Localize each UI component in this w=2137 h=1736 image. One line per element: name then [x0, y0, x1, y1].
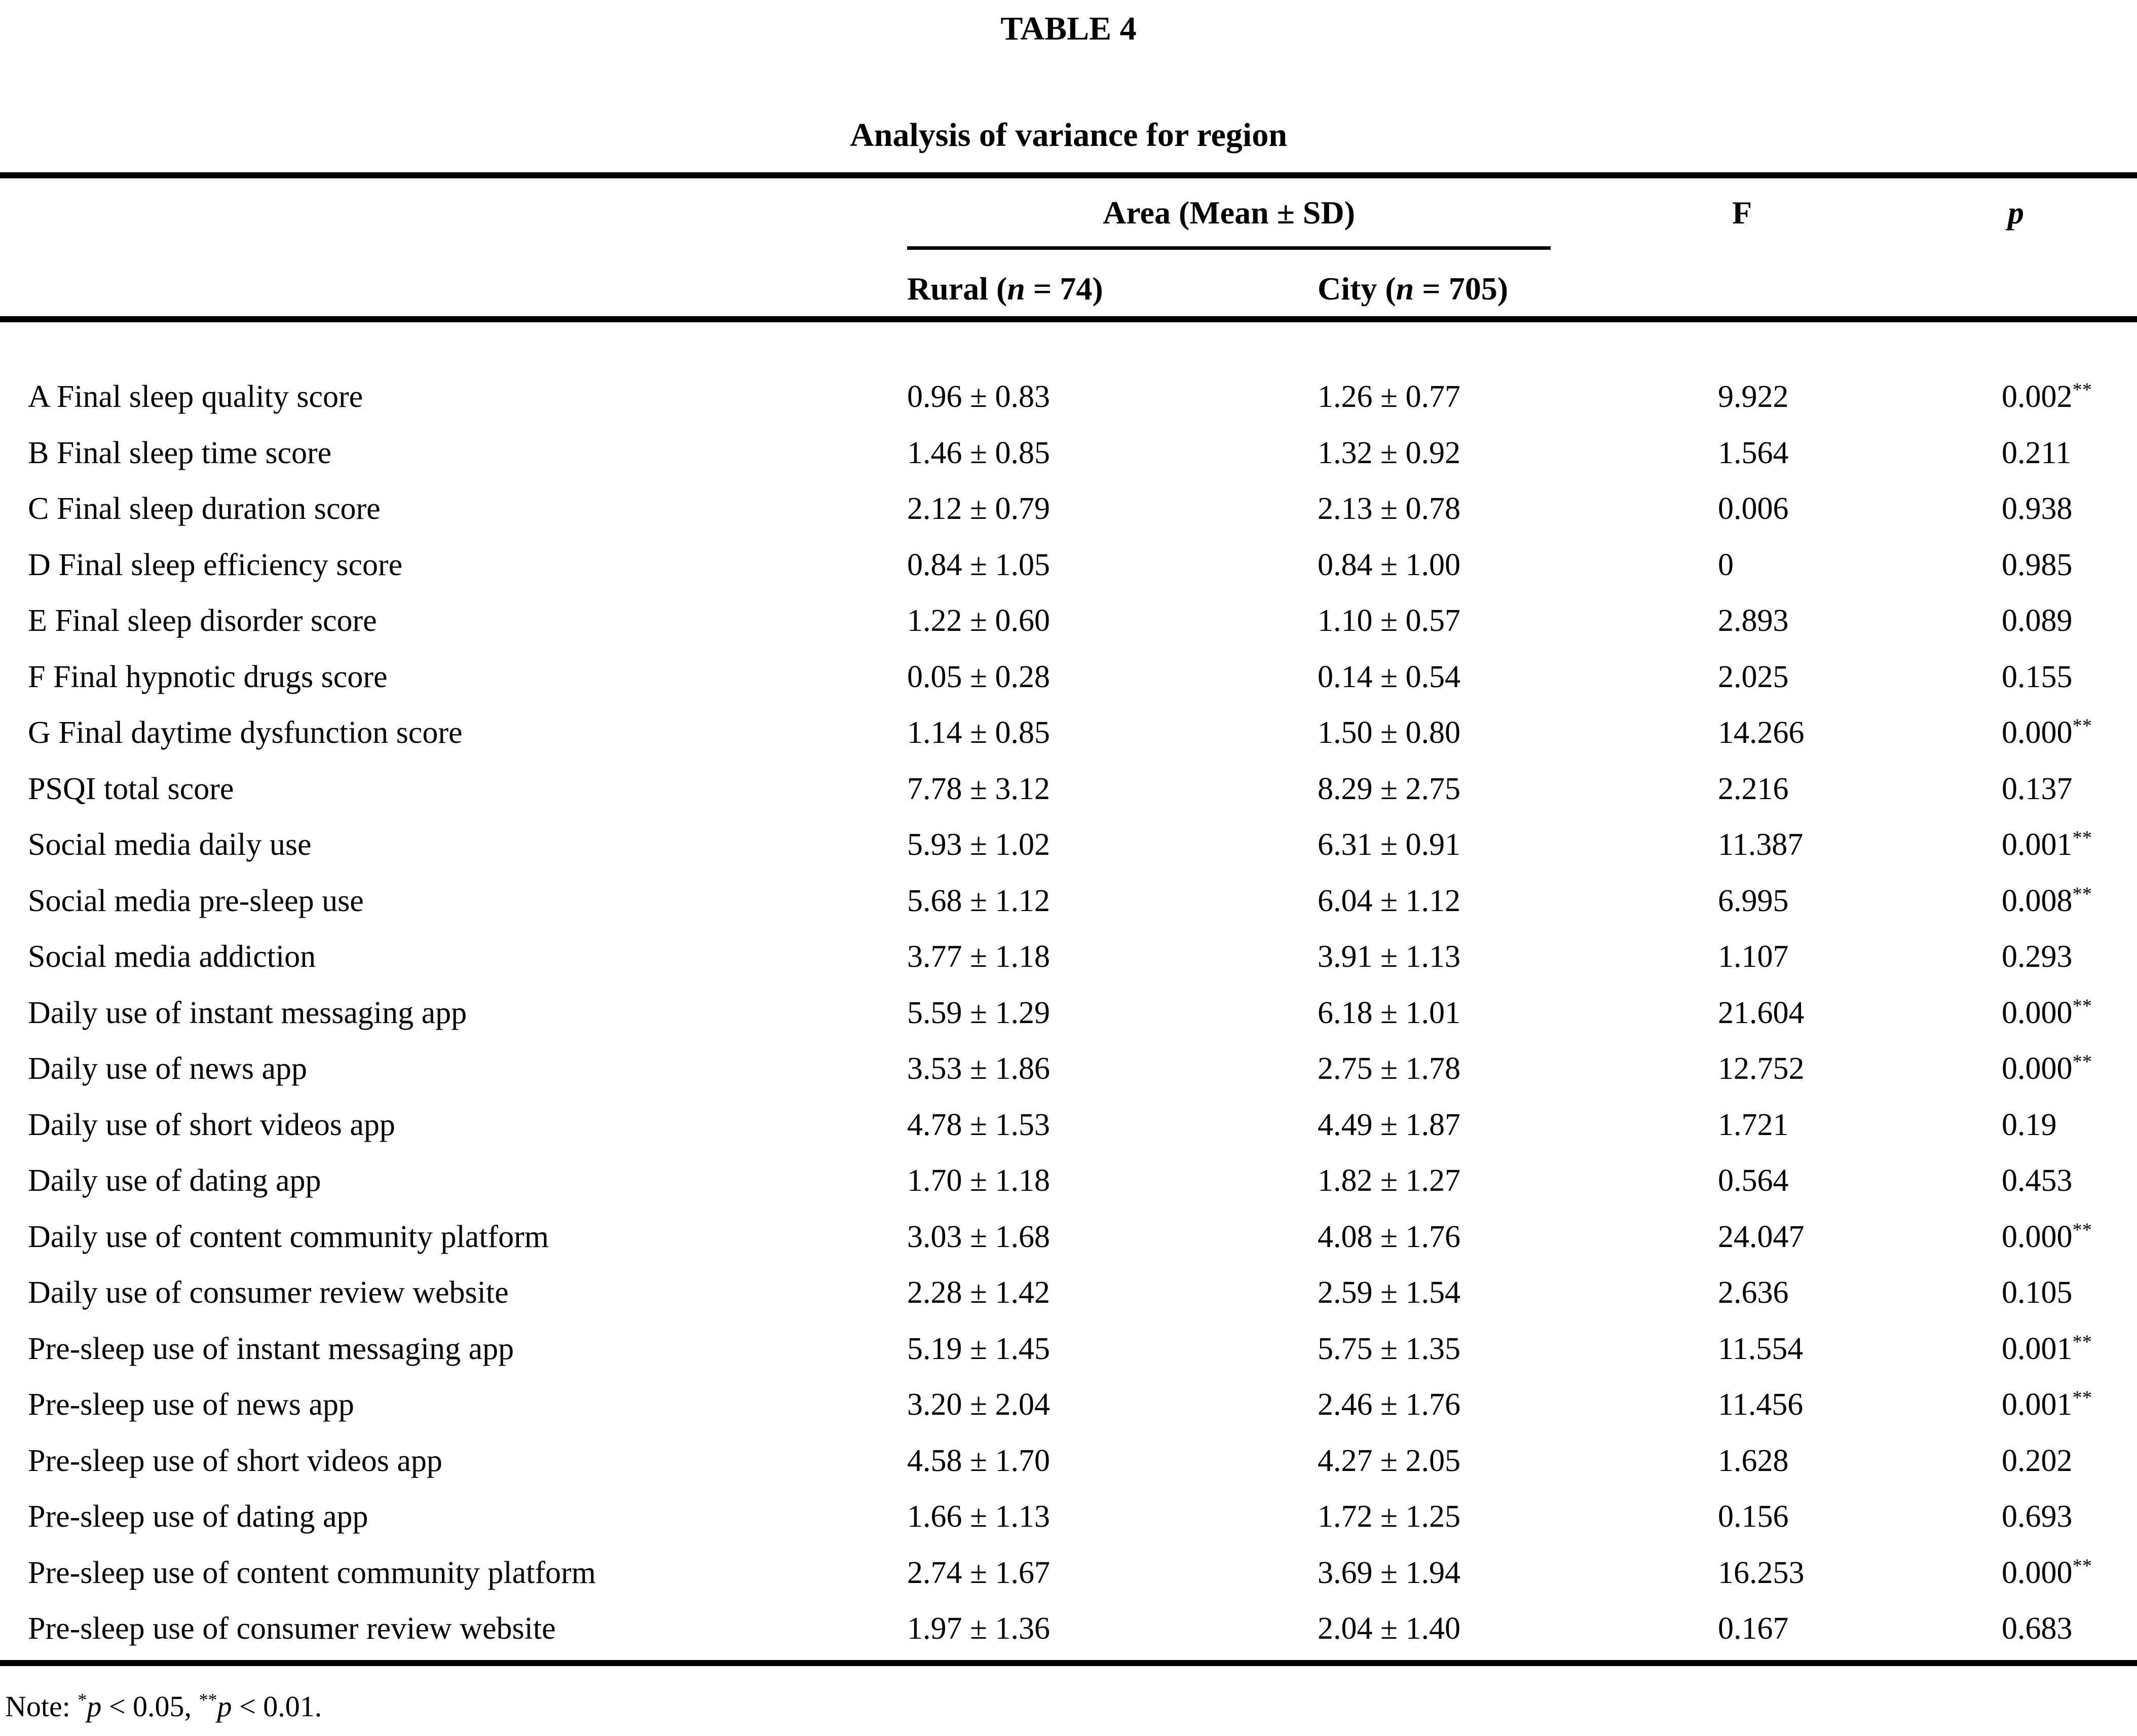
- rural-mean-sd: 3.53 ± 1.86: [907, 1051, 1051, 1086]
- table-row: [0, 873, 2137, 929]
- table-caption: Analysis of variance for region: [850, 117, 1287, 154]
- table-row: [0, 817, 2137, 873]
- note-p-symbol-2: p: [217, 1690, 232, 1723]
- row-label: Daily use of content community platform: [28, 1219, 549, 1254]
- column-header-p: p: [2008, 195, 2024, 231]
- p-value: 0.089: [2002, 603, 2073, 638]
- table-row: [0, 1265, 2137, 1321]
- f-value: 11.554: [1718, 1331, 1804, 1366]
- f-value: 0.564: [1718, 1163, 1789, 1198]
- p-value: 0.008**: [2002, 883, 2092, 918]
- f-value: 2.025: [1718, 659, 1789, 694]
- city-mean-sd: 0.14 ± 0.54: [1318, 659, 1461, 694]
- f-value: 0: [1718, 547, 1734, 582]
- row-label: Daily use of dating app: [28, 1163, 321, 1198]
- significance-marker: **: [2072, 1387, 2092, 1409]
- table-row: [0, 705, 2137, 761]
- note-prefix: Note:: [5, 1690, 78, 1723]
- table-number-title: TABLE 4: [1000, 10, 1137, 47]
- p-value: 0.001**: [2002, 827, 2092, 862]
- p-value: 0.137: [2002, 771, 2073, 806]
- rural-mean-sd: 4.78 ± 1.53: [907, 1107, 1051, 1142]
- row-label: Pre-sleep use of news app: [28, 1387, 354, 1422]
- row-label: B Final sleep time score: [28, 435, 332, 470]
- city-mean-sd: 1.50 ± 0.80: [1318, 715, 1461, 750]
- f-value: 11.456: [1718, 1387, 1804, 1422]
- city-mean-sd: 1.10 ± 0.57: [1318, 603, 1461, 638]
- row-label: Pre-sleep use of instant messaging app: [28, 1331, 514, 1366]
- city-mean-sd: 1.82 ± 1.27: [1318, 1163, 1461, 1198]
- rural-mean-sd: 0.96 ± 0.83: [907, 380, 1051, 414]
- row-label: A Final sleep quality score: [28, 380, 363, 414]
- rural-mean-sd: 5.93 ± 1.02: [907, 827, 1051, 862]
- rural-mean-sd: 3.20 ± 2.04: [907, 1387, 1051, 1422]
- table-row: [0, 1097, 2137, 1153]
- city-mean-sd: 2.75 ± 1.78: [1318, 1051, 1461, 1086]
- rural-mean-sd: 3.77 ± 1.18: [907, 939, 1051, 974]
- table-row: [0, 425, 2137, 481]
- f-value: 24.047: [1718, 1219, 1805, 1254]
- f-value: 1.564: [1718, 435, 1789, 470]
- significance-marker: **: [2072, 715, 2092, 737]
- rural-mean-sd: 4.58 ± 1.70: [907, 1443, 1051, 1478]
- rural-mean-sd: 2.74 ± 1.67: [907, 1555, 1051, 1590]
- f-value: 2.893: [1718, 603, 1789, 638]
- row-label: Pre-sleep use of dating app: [28, 1499, 368, 1534]
- significance-marker: **: [2072, 995, 2092, 1017]
- city-mean-sd: 6.31 ± 0.91: [1318, 827, 1461, 862]
- table-row: [0, 1321, 2137, 1377]
- significance-marker: **: [2072, 827, 2092, 849]
- rural-mean-sd: 1.66 ± 1.13: [907, 1499, 1051, 1534]
- row-label: Pre-sleep use of consumer review website: [28, 1611, 556, 1646]
- row-label: Daily use of consumer review website: [28, 1275, 509, 1310]
- city-sample-size: = 705): [1414, 271, 1508, 307]
- table-row: [0, 929, 2137, 985]
- significance-marker: **: [2072, 1051, 2092, 1073]
- row-label: Daily use of instant messaging app: [28, 995, 467, 1030]
- f-value: 14.266: [1718, 715, 1805, 750]
- p-value: 0.938: [2002, 492, 2073, 526]
- city-mean-sd: 1.72 ± 1.25: [1318, 1499, 1461, 1534]
- f-value: 1.721: [1718, 1107, 1789, 1142]
- rural-label-text: Rural (: [907, 271, 1007, 307]
- p-value: 0.001**: [2002, 1331, 2092, 1366]
- significance-marker: **: [2072, 883, 2092, 905]
- city-mean-sd: 3.91 ± 1.13: [1318, 939, 1461, 974]
- rural-mean-sd: 1.97 ± 1.36: [907, 1611, 1051, 1646]
- table-row: [0, 1041, 2137, 1097]
- p-value: 0.000**: [2002, 715, 2092, 750]
- column-group-header-area: Area (Mean ± SD): [1103, 195, 1355, 231]
- rural-mean-sd: 0.05 ± 0.28: [907, 659, 1051, 694]
- table-row: [0, 1377, 2137, 1433]
- rural-mean-sd: 1.22 ± 0.60: [907, 603, 1051, 638]
- p-value: 0.000**: [2002, 1051, 2092, 1086]
- rural-mean-sd: 1.70 ± 1.18: [907, 1163, 1051, 1198]
- note-threshold-1: < 0.05,: [101, 1690, 199, 1723]
- f-value: 0.167: [1718, 1611, 1789, 1646]
- f-value: 12.752: [1718, 1051, 1805, 1086]
- column-header-city: [1318, 268, 1508, 310]
- p-value: 0.19: [2002, 1107, 2057, 1142]
- double-asterisk-marker: **: [199, 1689, 217, 1710]
- table-row: [0, 369, 2137, 425]
- table-row: [0, 985, 2137, 1041]
- city-mean-sd: 4.08 ± 1.76: [1318, 1219, 1461, 1254]
- p-value: 0.693: [2002, 1499, 2073, 1534]
- rural-mean-sd: 5.68 ± 1.12: [907, 883, 1051, 918]
- p-value: 0.000**: [2002, 1219, 2092, 1254]
- city-mean-sd: 2.59 ± 1.54: [1318, 1275, 1461, 1310]
- table-row: [0, 1153, 2137, 1209]
- row-label: Pre-sleep use of short videos app: [28, 1443, 442, 1478]
- rural-mean-sd: 2.28 ± 1.42: [907, 1275, 1051, 1310]
- table-row: [0, 1209, 2137, 1265]
- row-label: E Final sleep disorder score: [28, 603, 377, 638]
- table-rows: [0, 322, 2137, 1657]
- p-value: 0.293: [2002, 939, 2073, 974]
- bottom-rule: [0, 1660, 2137, 1666]
- row-label: F Final hypnotic drugs score: [28, 659, 388, 694]
- p-value: 0.211: [2002, 435, 2072, 470]
- f-value: 11.387: [1718, 827, 1804, 862]
- f-value: 16.253: [1718, 1555, 1805, 1590]
- top-rule: [0, 172, 2137, 178]
- row-label: Pre-sleep use of content community platform: [28, 1555, 596, 1590]
- table-row: [0, 761, 2137, 817]
- row-label: Daily use of short videos app: [28, 1107, 395, 1142]
- p-value: 0.000**: [2002, 1555, 2092, 1590]
- rural-mean-sd: 7.78 ± 3.12: [907, 771, 1051, 806]
- area-group-underline: [907, 246, 1551, 250]
- p-value: 0.000**: [2002, 995, 2092, 1030]
- p-value: 0.683: [2002, 1611, 2073, 1646]
- table-row: [0, 1433, 2137, 1489]
- city-mean-sd: 2.04 ± 1.40: [1318, 1611, 1461, 1646]
- f-value: 0.006: [1718, 492, 1789, 526]
- header-body-rule: [0, 316, 2137, 322]
- note-p-symbol-1: p: [87, 1690, 102, 1723]
- table-row: [0, 1601, 2137, 1657]
- row-label: Daily use of news app: [28, 1051, 307, 1086]
- p-value: 0.453: [2002, 1163, 2073, 1198]
- p-value: 0.202: [2002, 1443, 2073, 1478]
- city-mean-sd: 3.69 ± 1.94: [1318, 1555, 1461, 1590]
- table-row: [0, 481, 2137, 537]
- p-value: 0.001**: [2002, 1387, 2092, 1422]
- rural-mean-sd: 1.46 ± 0.85: [907, 435, 1051, 470]
- rural-n-symbol: n: [1007, 271, 1025, 307]
- city-label-text: City (: [1318, 271, 1396, 307]
- row-label: PSQI total score: [28, 771, 234, 806]
- f-value: 0.156: [1718, 1499, 1789, 1534]
- f-value: 6.995: [1718, 883, 1789, 918]
- city-mean-sd: 6.04 ± 1.12: [1318, 883, 1461, 918]
- p-value: 0.105: [2002, 1275, 2073, 1310]
- significance-marker: **: [2072, 1331, 2092, 1353]
- table-row: [0, 593, 2137, 649]
- p-value: 0.985: [2002, 547, 2073, 582]
- city-mean-sd: 0.84 ± 1.00: [1318, 547, 1461, 582]
- row-label: C Final sleep duration score: [28, 492, 381, 526]
- table-row: [0, 1489, 2137, 1545]
- rural-sample-size: = 74): [1025, 271, 1103, 307]
- note-threshold-2: < 0.01.: [232, 1690, 322, 1723]
- table-row: [0, 1545, 2137, 1601]
- f-value: 1.107: [1718, 939, 1789, 974]
- rural-mean-sd: 1.14 ± 0.85: [907, 715, 1051, 750]
- row-label: Social media addiction: [28, 939, 316, 974]
- table-note: [5, 1687, 322, 1726]
- row-label: G Final daytime dysfunction score: [28, 715, 463, 750]
- city-mean-sd: 2.13 ± 0.78: [1318, 492, 1461, 526]
- row-label: D Final sleep efficiency score: [28, 547, 403, 582]
- city-n-symbol: n: [1396, 271, 1414, 307]
- f-value: 2.636: [1718, 1275, 1789, 1310]
- rural-mean-sd: 0.84 ± 1.05: [907, 547, 1051, 582]
- city-mean-sd: 2.46 ± 1.76: [1318, 1387, 1461, 1422]
- column-header-rural: [907, 268, 1103, 310]
- city-mean-sd: 5.75 ± 1.35: [1318, 1331, 1461, 1366]
- significance-marker: **: [2072, 379, 2092, 401]
- significance-marker: **: [2072, 1219, 2092, 1241]
- rural-mean-sd: 3.03 ± 1.68: [907, 1219, 1051, 1254]
- f-value: 21.604: [1718, 995, 1805, 1030]
- table-row: [0, 649, 2137, 705]
- f-value: 1.628: [1718, 1443, 1789, 1478]
- f-value: 2.216: [1718, 771, 1789, 806]
- rural-mean-sd: 5.19 ± 1.45: [907, 1331, 1051, 1366]
- city-mean-sd: 4.27 ± 2.05: [1318, 1443, 1461, 1478]
- single-asterisk-marker: *: [78, 1689, 87, 1710]
- significance-marker: **: [2072, 1555, 2092, 1577]
- rural-mean-sd: 2.12 ± 0.79: [907, 492, 1051, 526]
- city-mean-sd: 4.49 ± 1.87: [1318, 1107, 1461, 1142]
- city-mean-sd: 8.29 ± 2.75: [1318, 771, 1461, 806]
- row-label: Social media pre-sleep use: [28, 883, 364, 918]
- p-value: 0.155: [2002, 659, 2073, 694]
- row-label: Social media daily use: [28, 827, 312, 862]
- city-mean-sd: 1.26 ± 0.77: [1318, 380, 1461, 414]
- column-header-f: F: [1732, 195, 1752, 231]
- city-mean-sd: 1.32 ± 0.92: [1318, 435, 1461, 470]
- p-value: 0.002**: [2002, 379, 2092, 414]
- table-row: [0, 537, 2137, 593]
- rural-mean-sd: 5.59 ± 1.29: [907, 995, 1051, 1030]
- city-mean-sd: 6.18 ± 1.01: [1318, 995, 1461, 1030]
- f-value: 9.922: [1718, 380, 1789, 414]
